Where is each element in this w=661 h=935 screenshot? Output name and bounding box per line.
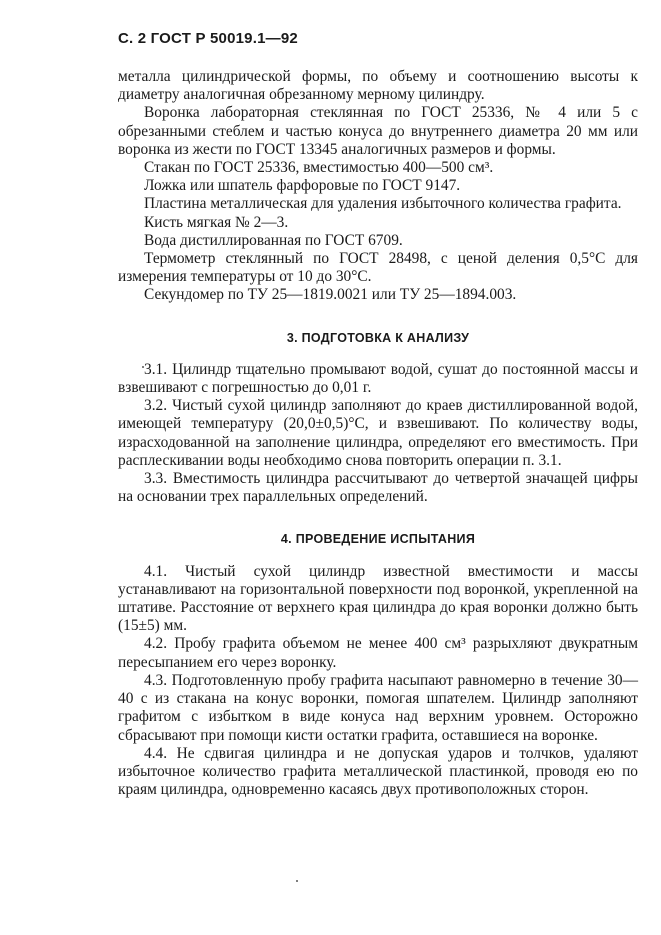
equipment-item: Вода дистиллированная по ГОСТ 6709. <box>144 231 403 249</box>
scan-speck <box>296 880 298 882</box>
page-body <box>118 68 638 799</box>
clause-4-3: 4.3. Подготовленную пробу графита насыпают равномерно в течение 30—40 с из стакана на конус воронки, помогая шпателем. Цилиндр заполняют графитом с избытком в виде конуса над верхним уровнем. Осторожно сбрасывают при помощи кисти остатки графита, оставшиеся на воронке. <box>118 671 638 744</box>
clause-4-1: 4.1. Чистый сухой цилиндр известной вместимости и массы устанавливают на горизонтальной поверхности под воронкой, укрепленной на штативе. Расстояние от верхнего края цилиндра до края воронки должно быть (15±5) мм. <box>118 562 638 635</box>
equipment-item: Ложка или шпатель фарфоровые по ГОСТ 9147. <box>144 177 461 195</box>
section-heading-3: 3. ПОДГОТОВКА К АНАЛИЗУ <box>286 330 470 345</box>
clause-4-2: 4.2. Пробу графита объемом не менее 400 см³ разрыхляют двукратным пересыпанием его через воронку. <box>118 635 638 671</box>
equipment-item: Стакан по ГОСТ 25336, вместимостью 400—500 см³. <box>144 159 494 177</box>
equipment-item: металла цилиндрической формы, по объему и соотношению высоты к диаметру аналогичная обрезанному мерному цилиндру. <box>118 68 638 104</box>
equipment-item: Термометр стеклянный по ГОСТ 28498, с ценой деления 0,5°С для измерения температуры от 10 до 30°С. <box>118 250 638 286</box>
running-header: С. 2 ГОСТ Р 50019.1—92 <box>118 30 298 47</box>
section-4 <box>118 563 638 800</box>
equipment-item: Воронка лабораторная стеклянная по ГОСТ 25336, № 4 или 5 с обрезанными стеблем и частью конуса до внутреннего диаметра 20 мм или воронка из жести по ГОСТ 13345 аналогичных размеров и формы. <box>118 104 638 158</box>
equipment-item: Пластина металлическая для удаления избыточного количества графита. <box>144 195 622 213</box>
clause-3-1: 3.1. Цилиндр тщательно промывают водой, сушат до постоянной массы и взвешивают с погрешностью до 0,01 г. <box>118 360 638 397</box>
equipment-item: Кисть мягкая № 2—3. <box>144 213 289 231</box>
clause-4-4: 4.4. Не сдвигая цилиндра и не допуская ударов и толчков, удаляют избыточное количество графита металлической пластинкой, проводя ею по краям цилиндра, одновременно касаясь двух противоположных сторон. <box>118 744 638 799</box>
equipment-list <box>118 68 638 305</box>
equipment-item: Секундомер по ТУ 25—1819.0021 или ТУ 25—1894.003. <box>144 286 517 304</box>
scan-speck <box>142 366 144 368</box>
clause-3-2: 3.2. Чистый сухой цилиндр заполняют до краев дистиллированной водой, имеющей температуру (20,0±0,5)°С, и взвешивают. По количеству воды, израсходованной на заполнение цилиндра, определяют его вместимость. При расплескивании воды необходимо снова повторить операции п. 3.1. <box>118 397 638 469</box>
section-3 <box>118 361 638 507</box>
clause-3-3: 3.3. Вместимость цилиндра рассчитывают до четвертой значащей цифры на основании трех параллельных определений. <box>118 470 638 506</box>
section-heading-4: 4. ПРОВЕДЕНИЕ ИСПЫТАНИЯ <box>280 532 476 547</box>
